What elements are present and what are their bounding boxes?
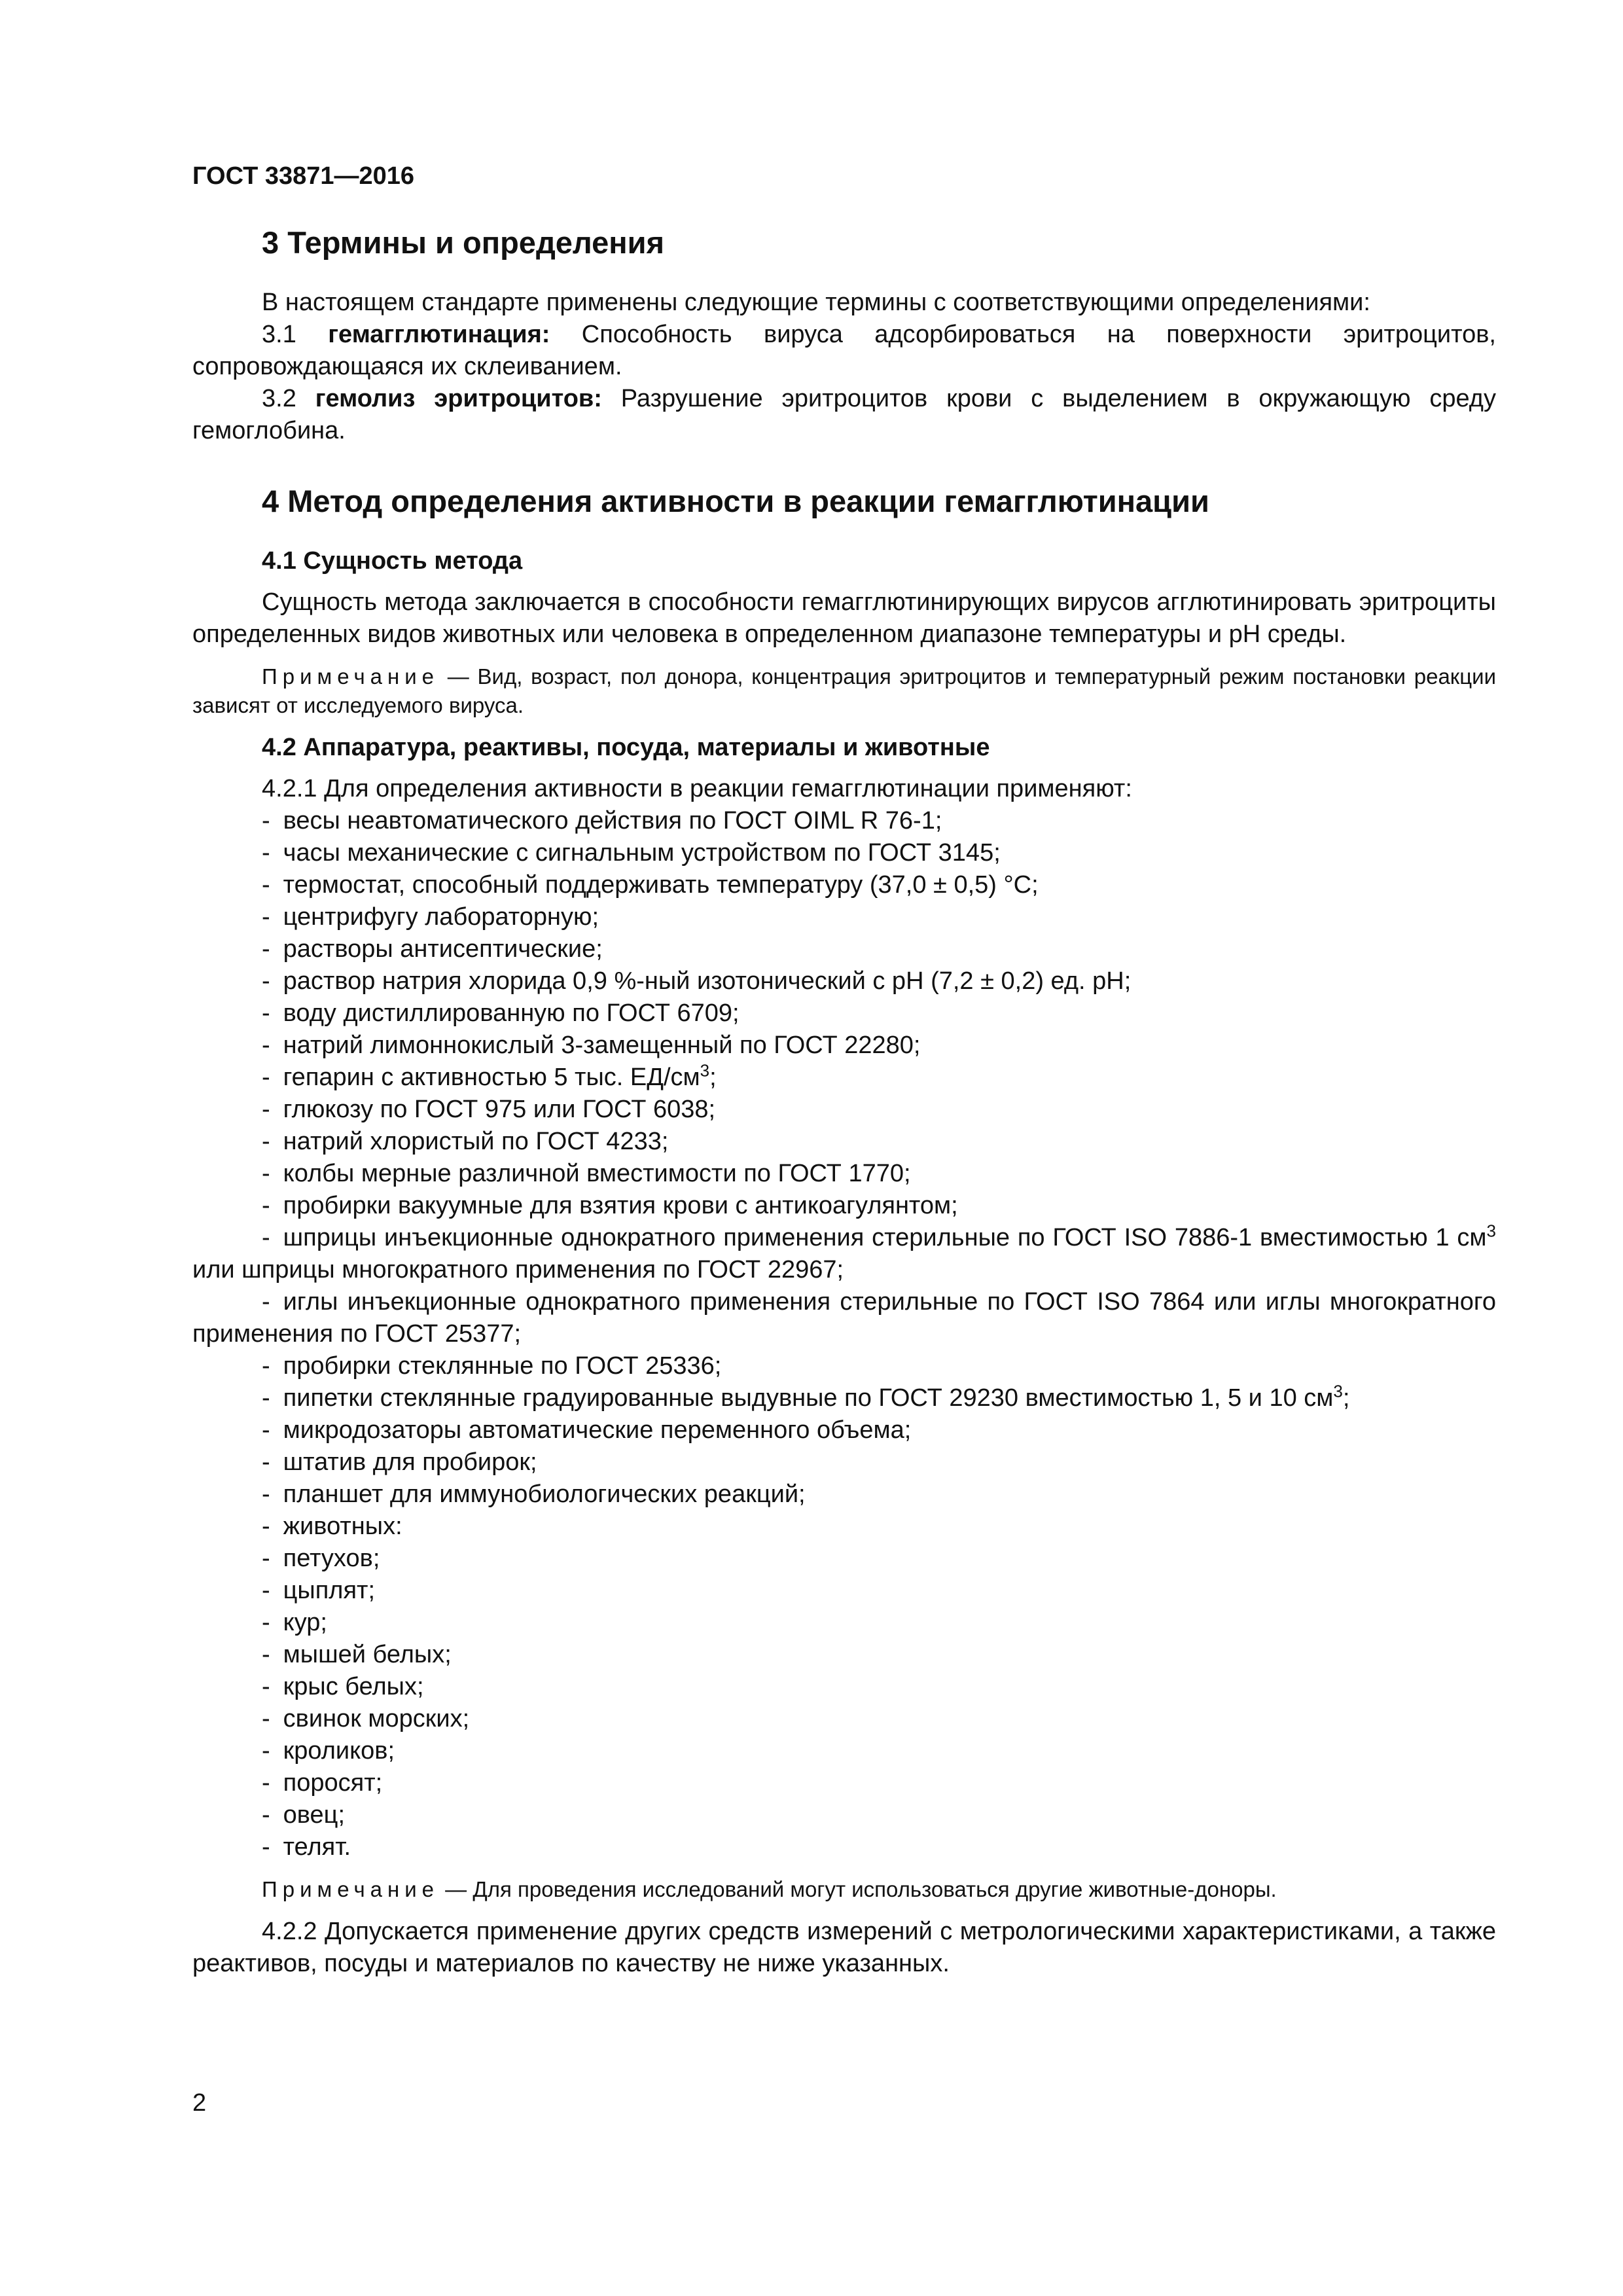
list-item-text: или шприцы многократного применения по ГОСТ 22967; bbox=[192, 1256, 844, 1283]
document-header: ГОСТ 33871—2016 bbox=[192, 162, 415, 190]
section-4-2-2-text: 4.2.2 Допускается применение других средств измерений с метрологическими характеристиками, а также реактивов, посуды и материалов по качеству не ниже указанных. bbox=[192, 1918, 1496, 1977]
list-dash: - bbox=[262, 1737, 270, 1765]
list-item bbox=[192, 1158, 1496, 1190]
list-item bbox=[192, 1799, 1496, 1831]
list-dash: - bbox=[262, 1288, 270, 1316]
list-item-text: свинок морских; bbox=[283, 1705, 470, 1732]
list-dash: - bbox=[262, 1833, 270, 1861]
list-dash: - bbox=[262, 935, 270, 963]
equipment-list bbox=[192, 805, 1496, 1863]
list-dash: - bbox=[262, 1416, 270, 1444]
punctuation: ; bbox=[1342, 1384, 1350, 1412]
section-4-heading: 4 Метод определения активности в реакции гемагглютинации bbox=[262, 484, 1209, 518]
list-item-text: пипетки стеклянные градуированные выдувные по ГОСТ 29230 вместимостью 1, 5 и 10 см bbox=[283, 1384, 1334, 1412]
section-4-1-heading: 4.1 Сущность метода bbox=[262, 547, 523, 575]
section-4-2-1-intro: 4.2.1 Для определения активности в реакции гемагглютинации применяют: bbox=[262, 775, 1132, 802]
list-item-text: поросят; bbox=[283, 1769, 383, 1797]
list-item bbox=[192, 1479, 1496, 1511]
superscript: 3 bbox=[700, 1060, 710, 1081]
list-item bbox=[192, 1703, 1496, 1735]
list-dash: - bbox=[262, 1513, 270, 1540]
list-dash: - bbox=[262, 1769, 270, 1797]
list-item-text: растворы антисептические; bbox=[283, 935, 603, 963]
list-dash: - bbox=[262, 807, 270, 834]
list-item bbox=[192, 869, 1496, 901]
list-dash: - bbox=[262, 1609, 270, 1636]
list-item-text: часы механические с сигнальным устройством по ГОСТ 3145; bbox=[283, 839, 1001, 867]
list-item bbox=[192, 1511, 1496, 1543]
list-dash: - bbox=[262, 1577, 270, 1604]
list-dash: - bbox=[262, 1128, 270, 1155]
list-item-text: кур; bbox=[283, 1609, 327, 1636]
term-3-2-number: 3.2 bbox=[262, 385, 315, 412]
list-dash: - bbox=[262, 1641, 270, 1668]
list-dash: - bbox=[262, 871, 270, 899]
superscript: 3 bbox=[1486, 1221, 1496, 1241]
note-2-text: — Для проведения исследований могут использоваться другие животные-доноры. bbox=[439, 1877, 1277, 1901]
list-dash: - bbox=[262, 1096, 270, 1123]
list-item bbox=[192, 1831, 1496, 1863]
list-item-text: микродозаторы автоматические переменного объема; bbox=[283, 1416, 912, 1444]
list-item-text: животных: bbox=[283, 1513, 402, 1540]
list-item-text: крыс белых; bbox=[283, 1673, 424, 1700]
note-1-text: — Вид, возраст, пол донора, концентрация эритроцитов и температурный режим постановки реакции зависят от исследуемого вируса. bbox=[192, 664, 1496, 717]
term-3-2-definition: Разрушение эритроцитов крови с выделением в окружающую среду гемоглобина. bbox=[192, 385, 1496, 444]
section-4-2-heading: 4.2 Аппаратура, реактивы, посуда, материалы и животные bbox=[262, 734, 990, 761]
list-dash: - bbox=[262, 1352, 270, 1380]
superscript: 3 bbox=[1333, 1381, 1343, 1401]
note-1-label: Примечание bbox=[262, 664, 440, 689]
list-item-text: петухов; bbox=[283, 1545, 380, 1572]
list-dash: - bbox=[262, 1160, 270, 1187]
note-2 bbox=[192, 1875, 1496, 1904]
list-dash: - bbox=[262, 1545, 270, 1572]
list-item-text: термостат, способный поддерживать температуру (37,0 ± 0,5) °С; bbox=[283, 871, 1039, 899]
list-item-text: штатив для пробирок; bbox=[283, 1448, 537, 1476]
list-item-syringes bbox=[192, 1222, 1496, 1286]
list-item bbox=[192, 1575, 1496, 1607]
list-item bbox=[192, 1735, 1496, 1767]
term-3-1-number: 3.1 bbox=[262, 321, 329, 348]
page-number: 2 bbox=[192, 2089, 207, 2117]
section-4-1-text: Сущность метода заключается в способности гемагглютинирующих вирусов агглютинировать эритроциты определенных видов животных или человека в определенном диапазоне температуры и pH среды. bbox=[192, 588, 1496, 648]
list-item-pipettes bbox=[192, 1382, 1496, 1414]
term-3-1-definition: Способность вируса адсорбироваться на поверхности эритроцитов, сопровождающаяся их склеиванием. bbox=[192, 321, 1496, 380]
term-3-1-term: гемагглютинация: bbox=[328, 321, 550, 348]
list-item bbox=[192, 901, 1496, 933]
list-item-text: весы неавтоматического действия по ГОСТ OIML R 76-1; bbox=[283, 807, 942, 834]
list-item-needles bbox=[192, 1286, 1496, 1350]
list-item-text: воду дистиллированную по ГОСТ 6709; bbox=[283, 999, 740, 1027]
term-3-1 bbox=[192, 319, 1496, 383]
list-item-text: раствор натрия хлорида 0,9 %-ный изотонический с pH (7,2 ± 0,2) ед. pH; bbox=[283, 967, 1132, 995]
list-dash: - bbox=[262, 1705, 270, 1732]
list-item bbox=[192, 1639, 1496, 1671]
list-dash: - bbox=[262, 967, 270, 995]
list-item bbox=[192, 1094, 1496, 1126]
list-item bbox=[192, 1030, 1496, 1062]
punctuation: ; bbox=[709, 1064, 717, 1091]
term-3-2 bbox=[192, 383, 1496, 447]
document-body bbox=[192, 223, 1496, 1980]
list-dash: - bbox=[262, 839, 270, 867]
note-2-label: Примечание bbox=[262, 1877, 440, 1901]
list-item bbox=[192, 1671, 1496, 1703]
list-dash: - bbox=[262, 1801, 270, 1829]
list-item bbox=[192, 1126, 1496, 1158]
list-item bbox=[192, 1190, 1496, 1222]
list-item-heparin bbox=[192, 1062, 1496, 1094]
list-item-text: натрий лимоннокислый 3-замещенный по ГОСТ 22280; bbox=[283, 1031, 921, 1059]
list-item-text: шприцы инъекционные однократного применения стерильные по ГОСТ ISO 7886-1 вместимостью 1 см bbox=[283, 1224, 1487, 1251]
list-dash: - bbox=[262, 903, 270, 931]
list-item bbox=[192, 965, 1496, 997]
list-item-text: планшет для иммунобиологических реакций; bbox=[283, 1480, 806, 1508]
list-dash: - bbox=[262, 1480, 270, 1508]
list-item-text: овец; bbox=[283, 1801, 346, 1829]
list-item-text: цыплят; bbox=[283, 1577, 376, 1604]
list-item-text: пробирки стеклянные по ГОСТ 25336; bbox=[283, 1352, 722, 1380]
list-item-text: иглы инъекционные однократного применения стерильные по ГОСТ ISO 7864 или иглы многократного применения по ГОСТ 25377; bbox=[192, 1288, 1496, 1348]
section-3-intro: В настоящем стандарте применены следующие термины с соответствующими определениями: bbox=[262, 289, 1370, 316]
list-item-text: пробирки вакуумные для взятия крови с антикоагулянтом; bbox=[283, 1192, 958, 1219]
list-item-text: телят. bbox=[283, 1833, 351, 1861]
list-dash: - bbox=[262, 1224, 270, 1251]
list-item-text: колбы мерные различной вместимости по ГОСТ 1770; bbox=[283, 1160, 911, 1187]
list-item bbox=[192, 997, 1496, 1030]
list-item bbox=[192, 1414, 1496, 1446]
list-item-text: глюкозу по ГОСТ 975 или ГОСТ 6038; bbox=[283, 1096, 716, 1123]
list-item bbox=[192, 805, 1496, 837]
list-dash: - bbox=[262, 1673, 270, 1700]
list-item-text: натрий хлористый по ГОСТ 4233; bbox=[283, 1128, 669, 1155]
list-item-text: кроликов; bbox=[283, 1737, 395, 1765]
list-dash: - bbox=[262, 1192, 270, 1219]
term-3-2-term: гемолиз эритроцитов: bbox=[315, 385, 602, 412]
list-item bbox=[192, 1446, 1496, 1479]
list-item bbox=[192, 1607, 1496, 1639]
list-item bbox=[192, 1543, 1496, 1575]
note-1 bbox=[192, 662, 1496, 720]
list-dash: - bbox=[262, 1384, 270, 1412]
list-item bbox=[192, 933, 1496, 965]
list-item bbox=[192, 1350, 1496, 1382]
list-item-text: гепарин с активностью 5 тыс. ЕД/см bbox=[283, 1064, 700, 1091]
list-dash: - bbox=[262, 1064, 270, 1091]
list-dash: - bbox=[262, 1031, 270, 1059]
list-item bbox=[192, 837, 1496, 869]
list-item bbox=[192, 1767, 1496, 1799]
list-item-text: мышей белых; bbox=[283, 1641, 452, 1668]
section-3-heading: 3 Термины и определения bbox=[262, 225, 664, 260]
list-item-text: центрифугу лабораторную; bbox=[283, 903, 599, 931]
list-dash: - bbox=[262, 1448, 270, 1476]
list-dash: - bbox=[262, 999, 270, 1027]
